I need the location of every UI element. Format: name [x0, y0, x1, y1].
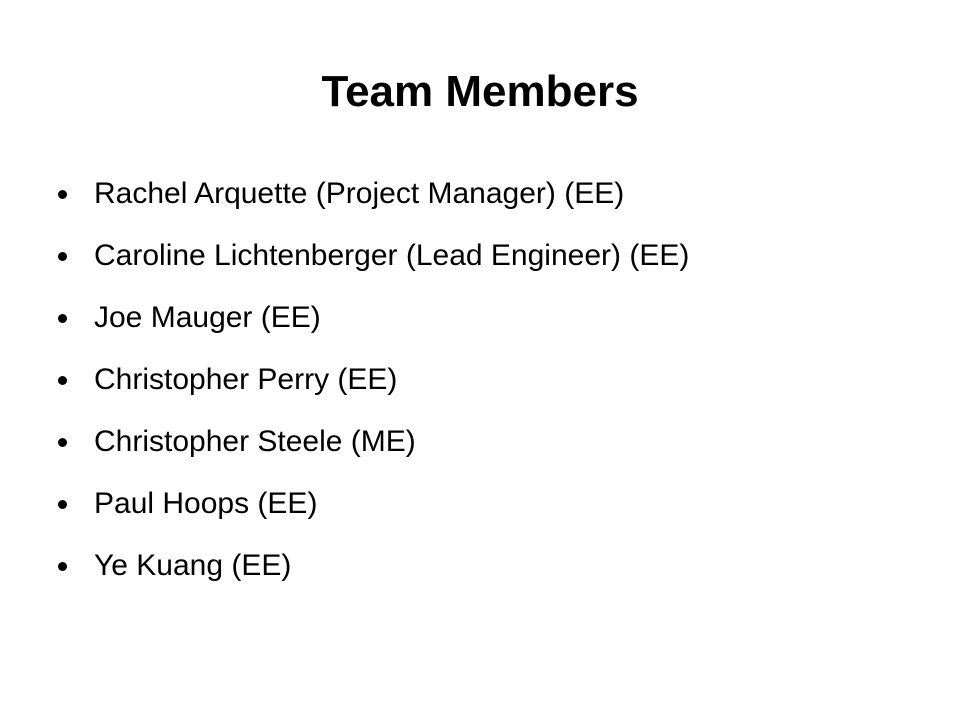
list-item [58, 236, 918, 276]
team-member-list [58, 174, 918, 608]
list-item [58, 298, 918, 338]
bullet-icon [58, 438, 67, 447]
member-name: Rachel Arquette (Project Manager) (EE) [94, 177, 625, 210]
member-name: Christopher Steele (ME) [94, 425, 416, 458]
bullet-icon [58, 190, 67, 199]
bullet-icon [58, 562, 67, 571]
list-item [58, 174, 918, 214]
member-name: Christopher Perry (EE) [94, 363, 398, 396]
list-item [58, 360, 918, 400]
slide-title: Team Members [321, 67, 639, 116]
bullet-icon [58, 500, 67, 509]
bullet-icon [58, 252, 67, 261]
list-item [58, 546, 918, 586]
bullet-icon [58, 314, 67, 323]
member-name: Paul Hoops (EE) [94, 487, 318, 520]
member-name: Ye Kuang (EE) [94, 549, 292, 582]
member-name: Caroline Lichtenberger (Lead Engineer) (EE) [94, 239, 690, 272]
bullet-icon [58, 376, 67, 385]
list-item [58, 422, 918, 462]
list-item [58, 484, 918, 524]
member-name: Joe Mauger (EE) [94, 301, 321, 334]
